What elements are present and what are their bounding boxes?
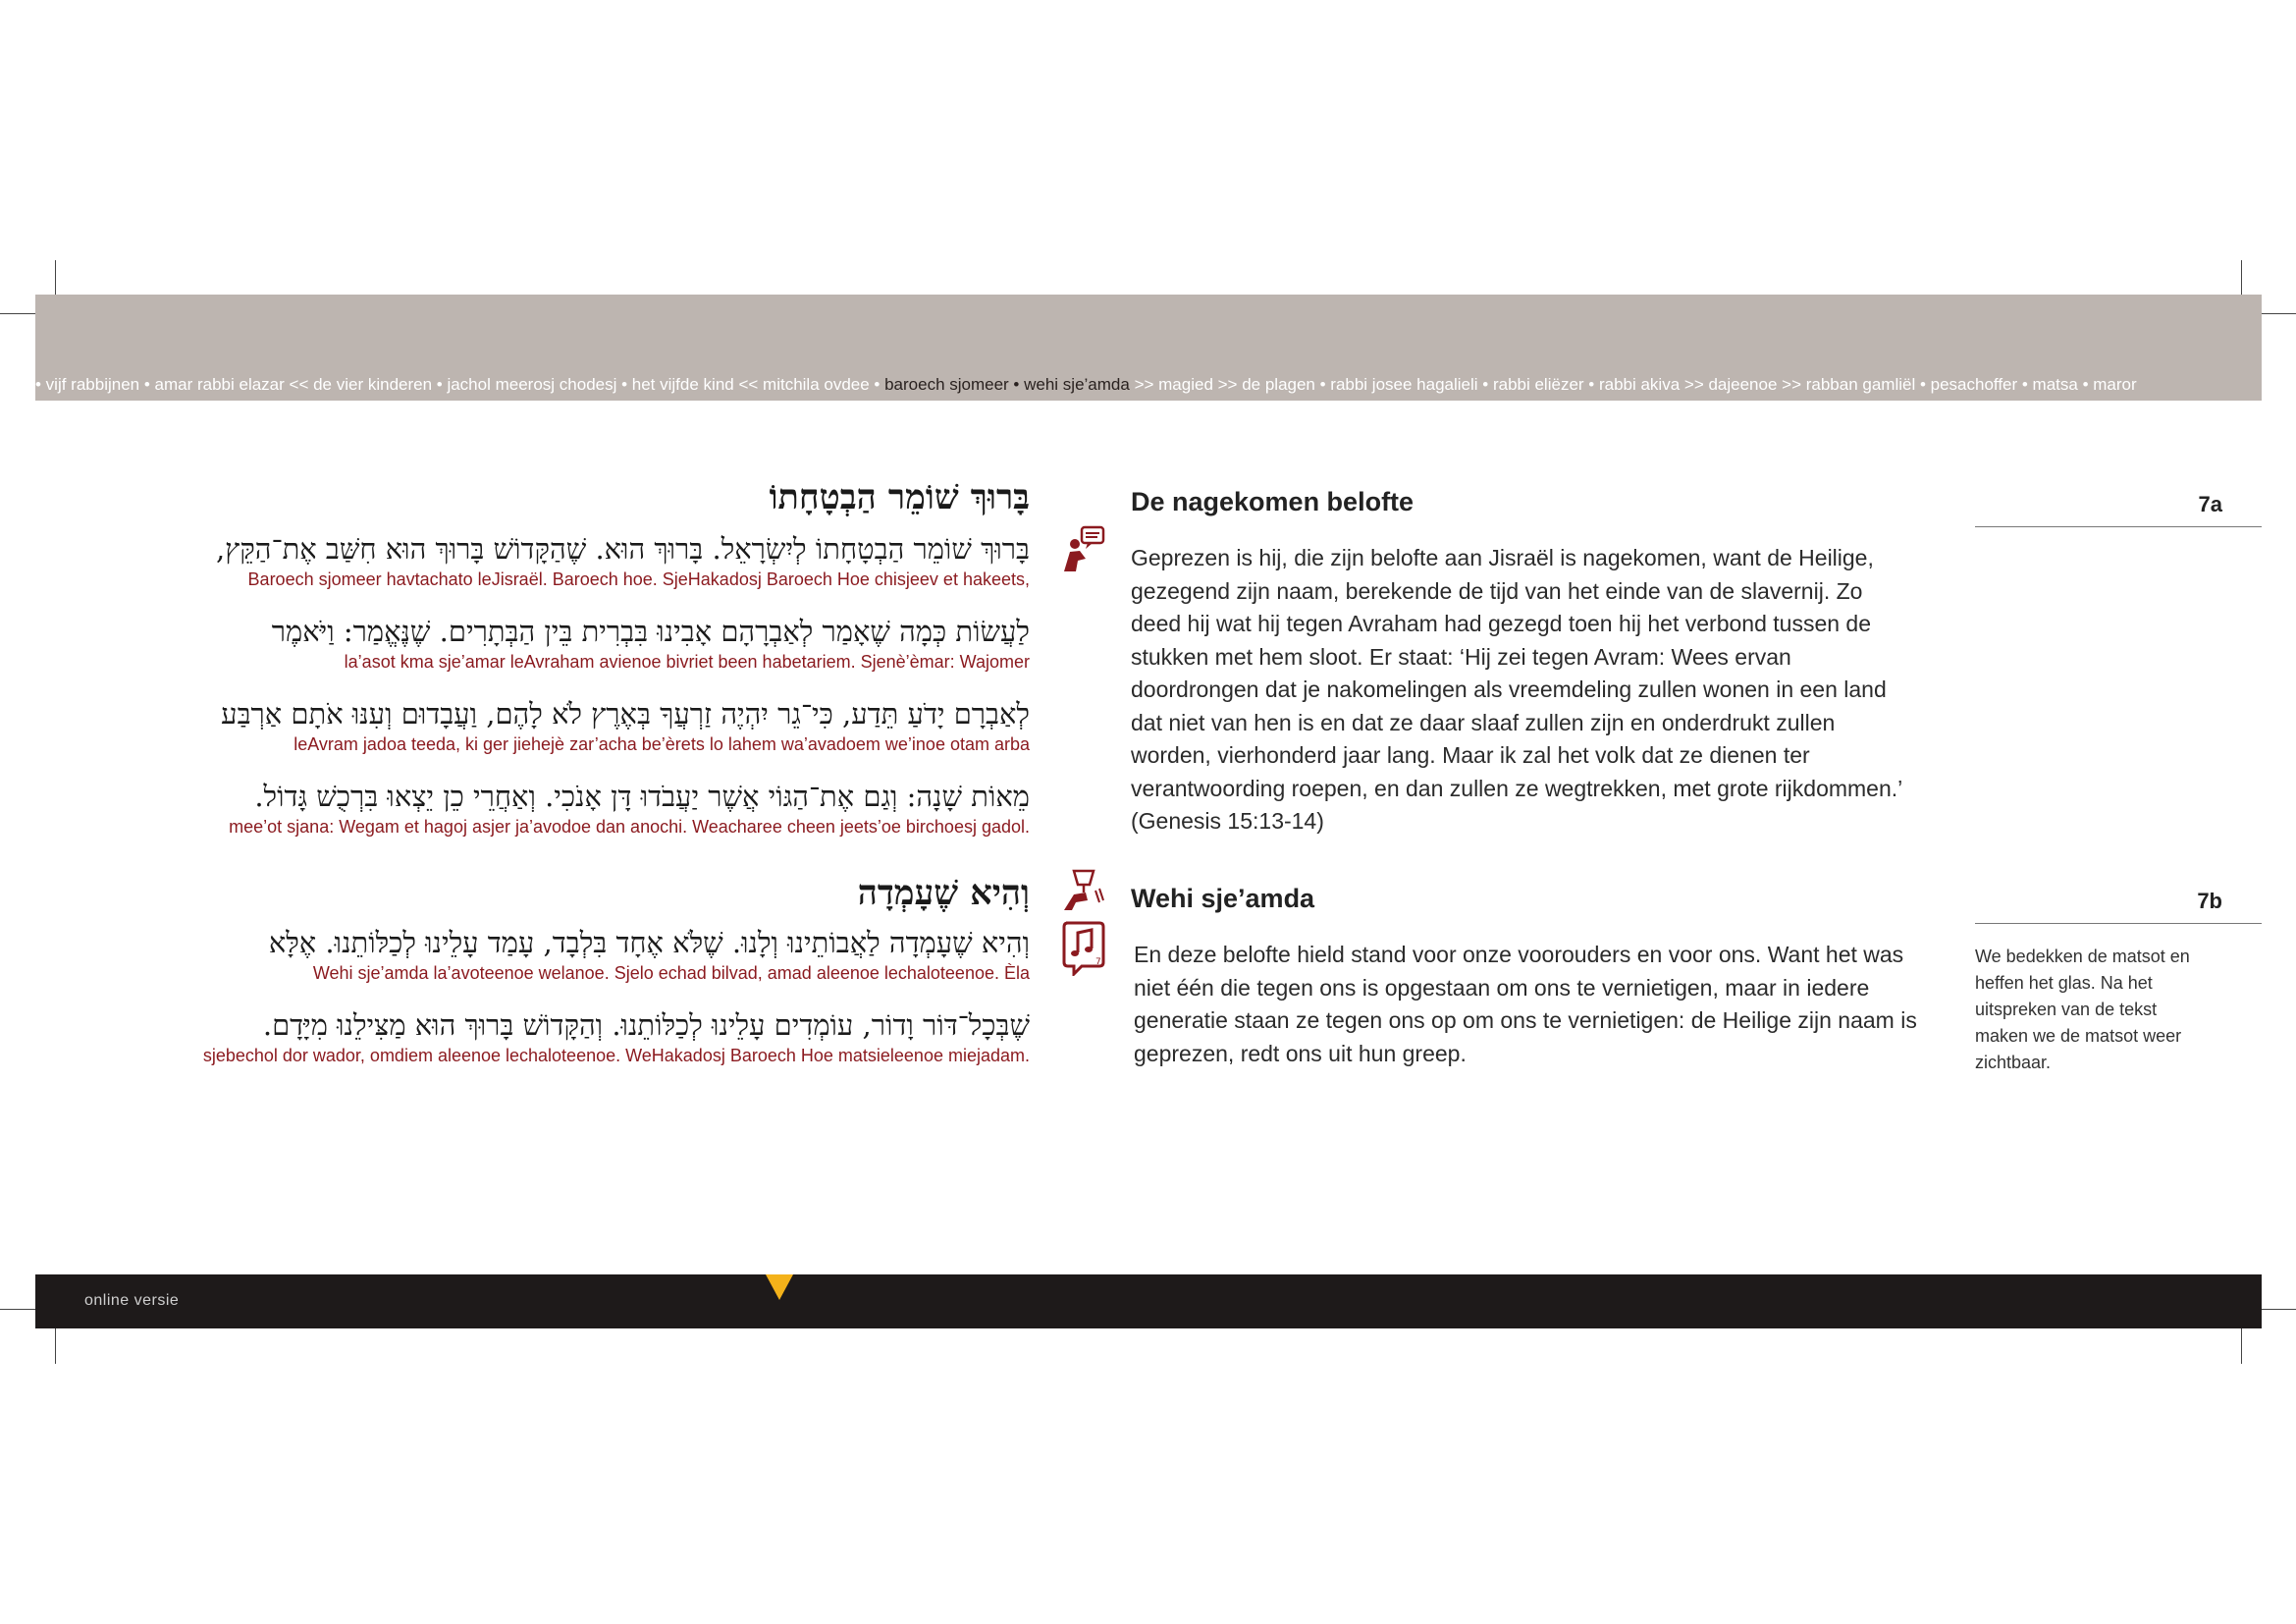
crop-mark xyxy=(2241,1328,2242,1364)
hebrew-title: וְהִיא שֶׁעָמְדָה xyxy=(857,873,1030,913)
verse-pair xyxy=(28,1005,1030,1066)
section-title-a: De nagekomen belofte xyxy=(1131,487,1415,516)
page-rule-a xyxy=(1975,526,2262,527)
verse-pair xyxy=(28,529,1030,590)
breadcrumb-nav xyxy=(35,373,2262,397)
reader-speech-icon xyxy=(1058,525,1109,574)
transliteration-line: sjebechol dor wador, omdiem aleenoe lechaloteenoe. WeHakadosj Baroech Hoe matsieleenoe miejadam. xyxy=(202,1046,1030,1065)
hebrew-line: שֶׁבְּכָל־דּוֹר וָדוֹר, עוֹמְדִים עָלֵינוּ לְכַלּוֹתֵנוּ. וְהַקָּדוֹשׁ בָּרוּךְ הוּא מַצִּילֵנוּ מִיָּדָם. xyxy=(262,1008,1030,1042)
transliteration-line: Wehi sje’amda la’avoteenoe welanoe. Sjelo echad bilvad, amad aleenoe lechaloteenoe. Èla xyxy=(312,963,1030,983)
verse-pair xyxy=(28,612,1030,673)
hebrew-block-a xyxy=(28,477,1030,838)
nav-previous-items[interactable]: • vijf rabbijnen • amar rabbi elazar << de vier kinderen • jachol meerosj chodesj • het vijfde kind << mitchila ovdee • xyxy=(35,375,885,394)
crop-mark xyxy=(55,260,56,296)
crop-mark xyxy=(0,313,35,314)
hebrew-line: לַעֲשׂוֹת כְּמָה שֶׁאָמַר לְאַבְרָהָם אָבִינוּ בִּבְרִית בֵּין הַבְּתָרִים. שֶׁנֶּאֱמַר: וַיֹּאמֶר xyxy=(271,615,1030,648)
page-number-a: 7a xyxy=(2198,492,2222,516)
nav-current-item: baroech sjomeer • wehi sje’amda xyxy=(884,375,1130,394)
section-title-b: Wehi sje’amda xyxy=(1131,884,1315,913)
page-rule-b xyxy=(1975,923,2262,924)
body-text-a: Geprezen is hij, die zijn belofte aan Jisraël is nagekomen, want de Heilige, gezegend zijn naam, berekende de tijd van het einde van de slavernij. Zo deed hij wat hij tegen Avraham had gezegd toen hij het verbond tussen de stukken met hem sloot. Er staat: ‘Hij zei tegen Avram: Wees ervan doordrongen dat je nakomelingen als vreemdeling zullen wonen in een land dat niet van hen is en dat ze daar slaaf zullen zijn en onderdrukt zullen worden, vierhonderd jaar lang. Maar ik zal het volk dat ze dienen ter verantwoording roepen, en dan zullen ze wegtrekken, met grote rijkdommen.’ (Genesis 15:13-14) xyxy=(1131,545,1902,834)
online-version-label: online versie xyxy=(84,1292,180,1309)
hebrew-line: לְאַבְרָם יָדֹעַ תֵּדַע, כִּי־גֵר יִהְיֶה זַרְעֲךָ בְּאֶרֶץ לֹא לָהֶם, וַעֲבָדוּם וְעִנּוּ אֹתָם אַרְבַּע xyxy=(221,697,1030,731)
hebrew-line: וְהִיא שֶׁעָמְדָה לַאֲבוֹתֵינוּ וְלָנוּ. שֶׁלֹּא אֶחָד בִּלְבָד, עָמַד עָלֵינוּ לְכַלּוֹתֵנוּ. אֶלָּא xyxy=(268,926,1030,959)
crop-mark xyxy=(2262,313,2296,314)
verse-pair xyxy=(28,777,1030,838)
hebrew-line: בָּרוּךְ שׁוֹמֵר הַבְטָחָתוֹ לְיִשְׂרָאֵל. בָּרוּךְ הוּא. שֶׁהַקָּדוֹשׁ בָּרוּךְ הוּא חִשַּׁב אֶת־הַקֵּץ, xyxy=(215,532,1030,566)
hebrew-block-b xyxy=(28,873,1030,1066)
footer-band xyxy=(35,1274,2262,1328)
raise-glass-icon xyxy=(1060,867,1109,914)
page-number-b: 7b xyxy=(2197,889,2222,913)
transliteration-line: leAvram jadoa teeda, ki ger jiehejè zar’acha be’èrets lo lahem wa’avadoem we’inoe otam arba xyxy=(294,734,1030,754)
body-text-b: En deze belofte hield stand voor onze voorouders en voor ons. Want het was niet één die tegen ons is opgestaan om ons te vernietigen, maar in iedere generatie staan ze tegen ons op om ons te vernietigen: de Heilige zijn naam is geprezen, redt ons uit hun greep. xyxy=(1134,942,1917,1066)
crop-mark xyxy=(2241,260,2242,296)
position-marker-icon xyxy=(766,1274,793,1300)
song-note-icon xyxy=(1060,919,1107,976)
nav-next-items[interactable]: >> magied >> de plagen • rabbi josee hagalieli • rabbi eliëzer • rabbi akiva >> dajeenoe >> rabban gamliël • pesachoffer • matsa • maror xyxy=(1129,375,2137,394)
crop-mark xyxy=(55,1328,56,1364)
crop-mark xyxy=(2262,1309,2296,1310)
verse-pair xyxy=(28,694,1030,755)
transliteration-line: mee’ot sjana: Wegam et hagoj asjer ja’avodoe dan anochi. Weacharee cheen jeets’oe birchoesj gadol. xyxy=(229,817,1030,837)
hebrew-title: בָּרוּךְ שׁוֹמֵר הַבְטָחָתוֹ xyxy=(769,477,1030,517)
svg-text:7: 7 xyxy=(1095,957,1101,967)
hebrew-line: מֵאוֹת שָׁנָה: וְגַם אֶת־הַגּוֹי אֲשֶׁר יַעֲבֹדוּ דָּן אָנֹכִי. וְאַחֲרֵי כֵן יֵצְאוּ בִּרְכֻשׁ גָּדוֹל. xyxy=(254,780,1030,813)
verse-pair xyxy=(28,923,1030,984)
transliteration-line: Baroech sjomeer havtachato leJisraël. Baroech hoe. SjeHakadosj Baroech Hoe chisjeev et hakeets, xyxy=(247,569,1030,589)
crop-mark xyxy=(0,1309,35,1310)
transliteration-line: la’asot kma sje’amar leAvraham avienoe bivriet been habetariem. Sjenè’èmar: Wajomer xyxy=(344,652,1030,672)
side-note: We bedekken de matsot en heffen het glas. Na het uitspreken van de tekst maken we de matsot weer zichtbaar. xyxy=(1975,947,2190,1072)
